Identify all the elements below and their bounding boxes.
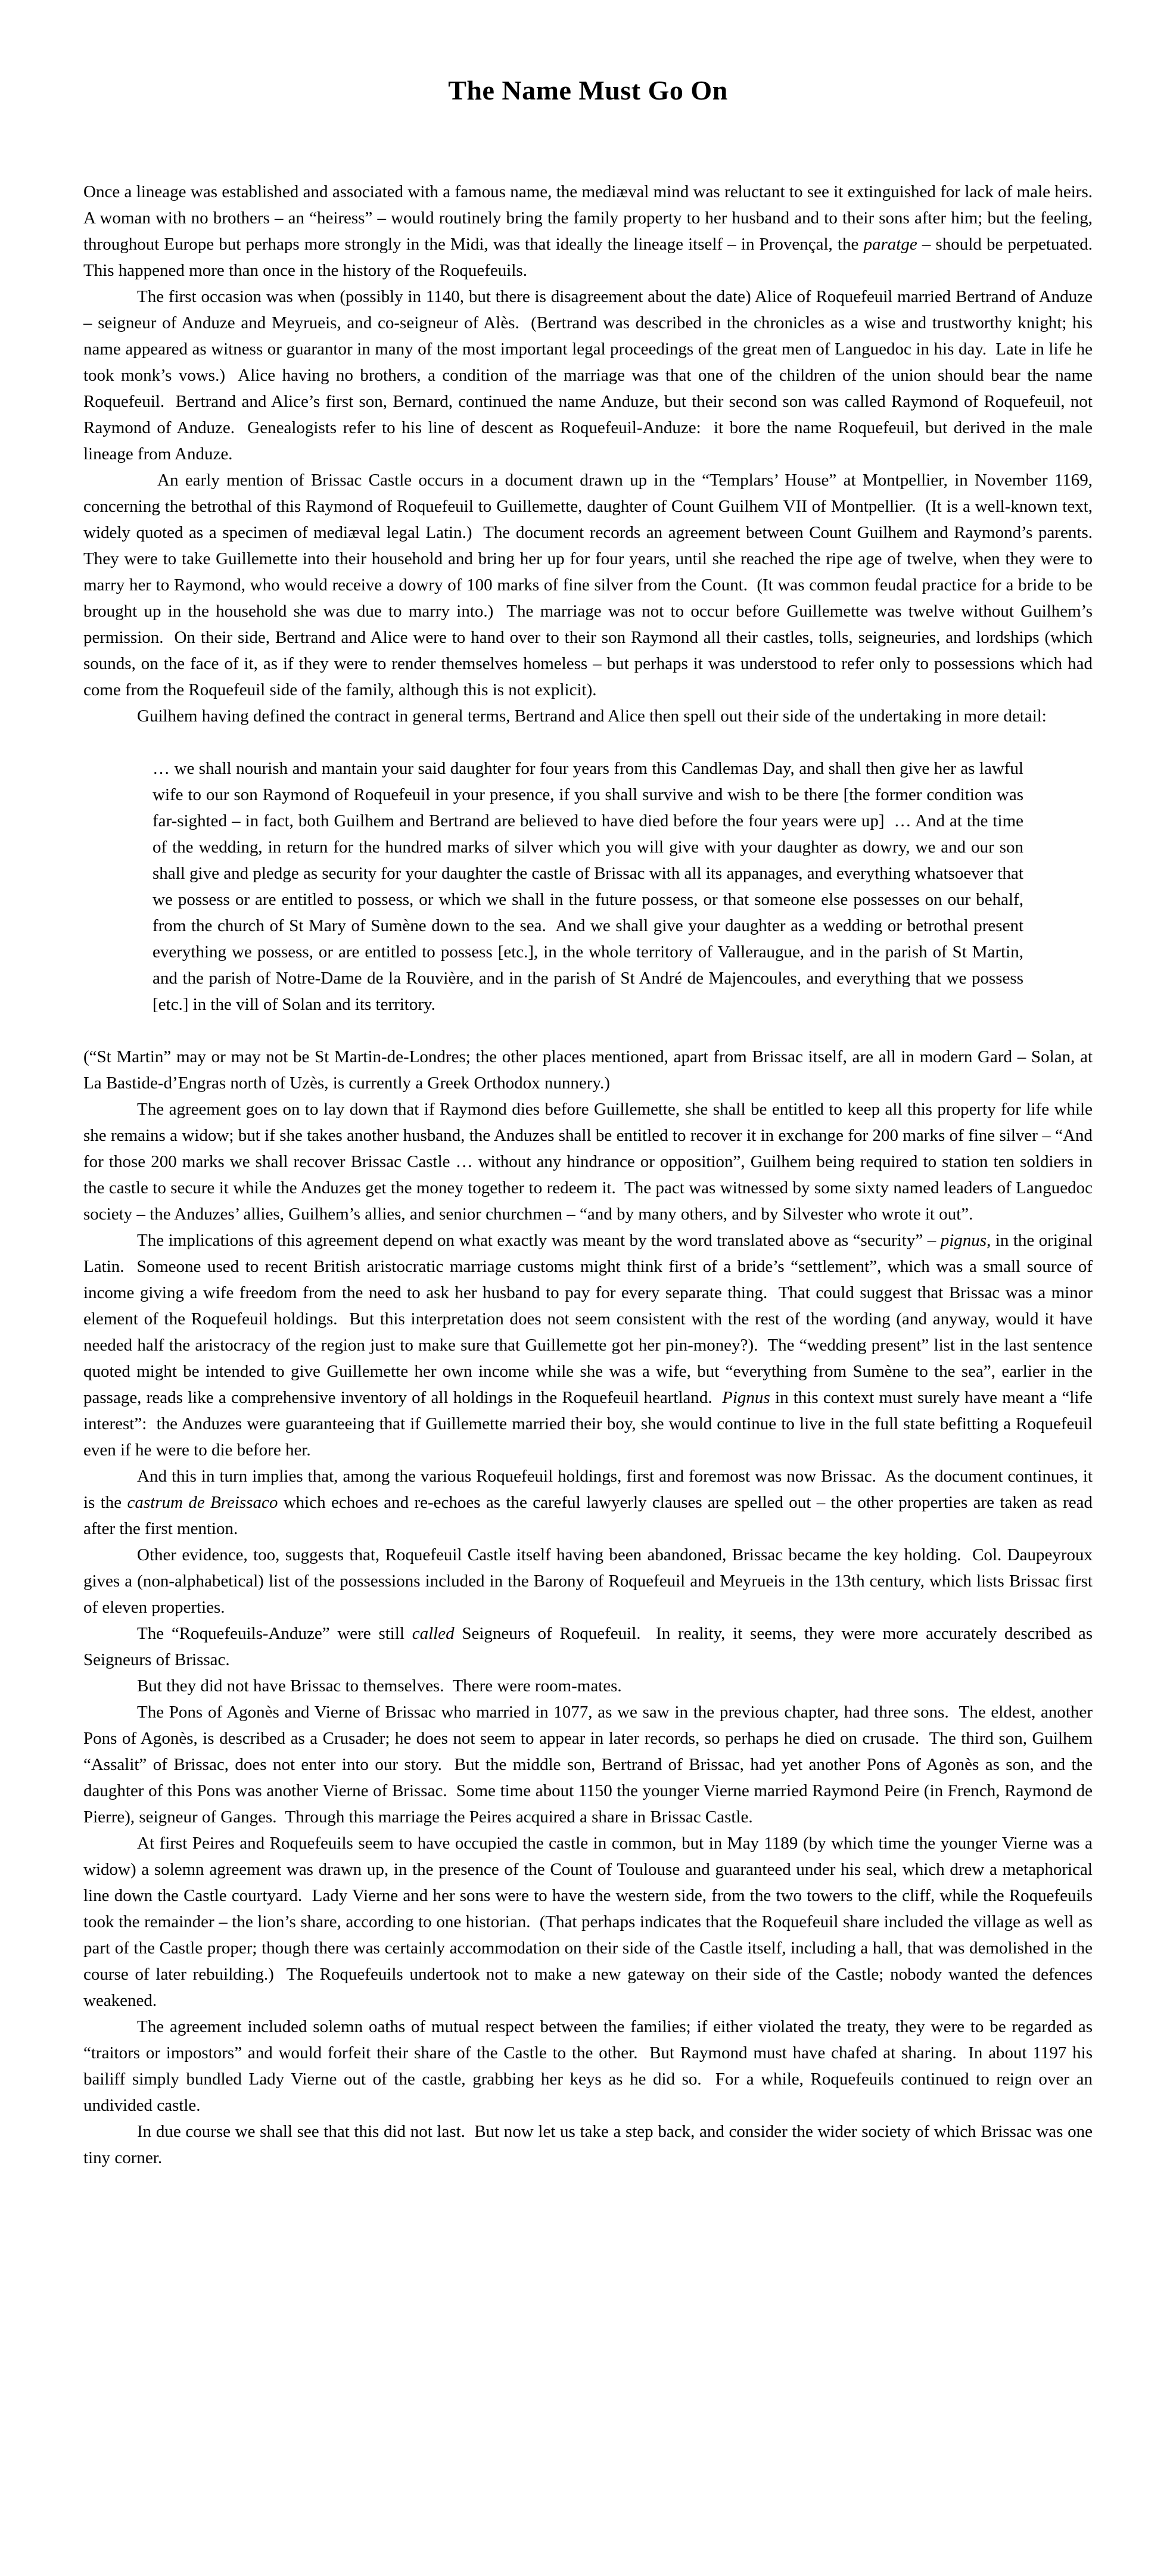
paragraph [83, 1463, 1097, 1542]
text-run: Guilhem having defined the contract in general terms, Bertrand and Alice then spell out their side of the undertaking in more detail: [137, 707, 1047, 726]
italic-text-run: pignus [940, 1231, 987, 1250]
text-run: … we shall nourish and mantain your said daughter for four years from this Candlemas Day, and shall then give her as lawful wife to our son Raymond of Roquefeuil in your presence, if you shall survive and wish to be there [the former condition was far-sighted – in fact, both Guilhem and Bertrand are believed to have died before the four years were up] … And at the time of the wedding, in return for the hundred marks of silver which you will give with your daughter as dowry, we and our son shall give and pledge as security for your daughter the castle of Brissac with all its appanages, and everything whatsoever that we possess or are entitled to possess, or which we shall in the future possess, or that someone else possesses on our behalf, from the church of St Mary of Sumène down to the sea. And we shall give your daughter as a wedding or betrothal present everything we possess, or are entitled to possess [etc.], in the whole territory of Valleraugue, and in the parish of St Martin, and the parish of Notre-Dame de la Rouvière, and in the parish of St André de Majencoules, and everything that we possess [etc.] in the vill of Solan and its territory. [153, 759, 1028, 1014]
paragraph [83, 1673, 1093, 1699]
text-run: Once a lineage was established and associated with a famous name, the mediæval mind was reluctant to see it extinguished for lack of male heirs. A woman with no brothers – an “heiress” – would routinely bring the family property to her husband and to their sons after him; but the feeling, throughout Europe but perhaps more strongly in the Midi, was that ideally the lineage itself – in Provençal, the [83, 182, 1101, 254]
italic-text-run: paratge [863, 235, 917, 254]
page-title: The Name Must Go On [448, 75, 728, 105]
text-run: Seigneurs of Roquefeuil. In reality, it seems, they were more accurately described as Seigneurs of Brissac. [83, 1624, 1097, 1669]
paragraph [83, 1227, 1097, 1463]
text-run: And this in turn implies that, among the various Roquefeuil holdings, first and foremost was now Brissac. As the document continues, it is the [83, 1467, 1097, 1512]
document-body [83, 179, 1101, 2171]
paragraph [83, 703, 1093, 729]
text-run: The agreement included solemn oaths of mutual respect between the families; if either violated the treaty, they were to be regarded as “traitors or impostors” and would forfeit their share of the Castle to the other. But Raymond must have chafed at sharing. In about 1197 his bailiff simply bundled Lady Vierne out of the castle, grabbing her keys as he did so. For a while, Roquefeuils continued to reign over an undivided castle. [83, 2017, 1097, 2115]
text-run: The “Roquefeuils-Anduze” were still [137, 1624, 412, 1643]
paragraph [83, 1542, 1097, 1620]
paragraph [83, 1830, 1097, 2014]
text-run: , in the original Latin. Someone used to recent British aristocratic marriage customs might think first of a bride’s “settlement”, which was a small source of income giving a wife freedom from the need to ask her husband to pay for every separate thing. That could suggest that Brissac was a minor element of the Roquefeuil holdings. But this interpretation does not seem consistent with the rest of the wording (and anyway, would it have needed half the aristocracy of the region just to make sure that Guillemette got her pin-money?). The “wedding present” list in the last sentence quoted might be intended to give Guillemette her own income while she was a wife, but “everything from Sumène to the sea”, earlier in the passage, reads like a comprehensive inventory of all holdings in the Roquefeuil heartland. [83, 1231, 1097, 1407]
italic-text-run: called [412, 1624, 455, 1643]
paragraph [83, 1699, 1097, 1830]
text-run: The agreement goes on to lay down that if Raymond dies before Guillemette, she shall be entitled to keep all this property for life while she remains a widow; but if she takes another husband, the Anduzes shall be entitled to recover it in exchange for 200 marks of fine silver – “And for those 200 marks we shall recover Brissac Castle … without any hindrance or opposition”, Guilhem being required to station ten soldiers in the castle to secure it while the Anduzes get the money together to redeem it. The pact was witnessed by some sixty named leaders of Languedoc society – the Anduzes’ allies, Guilhem’s allies, and senior churchmen – “and by many others, and by Silvester who wrote it out”. [83, 1100, 1097, 1224]
text-run: in this context must surely have meant a “life interest”: the Anduzes were guaranteeing that if Guillemette married their boy, she would continue to live in the full state befitting a Roquefeuil even if he were to die before her. [83, 1388, 1097, 1460]
text-run: which echoes and re-echoes as the careful lawyerly clauses are spelled out – the other properties are taken as read after the first mention. [83, 1493, 1097, 1538]
text-run: An early mention of Brissac Castle occurs in a document drawn up in the “Templars’ House” at Montpellier, in November 1169, concerning the betrothal of this Raymond of Roquefeuil to Guillemette, daughter of Count Guilhem VII of Montpellier. (It is a well-known text, widely quoted as a specimen of mediæval legal Latin.) The document records an agreement between Count Guilhem and Raymond’s parents. They were to take Guillemette into their household and bring her up for four years, until she reached the ripe age of twelve, when they were to marry her to Raymond, who would receive a dowry of 100 marks of fine silver from the Count. (It was common feudal practice for a bride to be brought up in the household she was due to marry into.) The marriage was not to occur before Guillemette was twelve without Guilhem’s permission. On their side, Bertrand and Alice were to hand over to their son Raymond all their castles, tolls, seigneuries, and lordships (which sounds, on the face of it, as if they were to render themselves homeless – but perhaps it was understood to refer only to possessions which had come from the Roquefeuil side of the family, although this is not explicit). [83, 471, 1101, 699]
italic-text-run: castrum de Breissaco [127, 1493, 278, 1512]
text-run: But they did not have Brissac to themselves. There were room-mates. [137, 1676, 622, 1695]
text-run: The Pons of Agonès and Vierne of Brissac who married in 1077, as we saw in the previous chapter, had three sons. The eldest, another Pons of Agonès, is described as a Crusader; he does not seem to appear in later records, so perhaps he died on crusade. The third son, Guilhem “Assalit” of Brissac, does not enter into our story. But the middle son, Bertrand of Brissac, had yet another Pons of Agonès as son, and the daughter of this Pons was another Vierne of Brissac. Some time about 1150 the younger Vierne married Raymond Peire (in French, Raymond de Pierre), seigneur of Ganges. Through this marriage the Peires acquired a share in Brissac Castle. [83, 1703, 1097, 1827]
paragraph [83, 1096, 1097, 1227]
text-run: Other evidence, too, suggests that, Roquefeuil Castle itself having been abandoned, Brissac became the key holding. Col. Daupeyroux gives a (non-alphabetical) list of the possessions included in the Barony of Roquefeuil and Meyrueis in the 13th century, which lists Brissac first of eleven properties. [83, 1545, 1097, 1617]
paragraph [83, 2014, 1097, 2118]
text-run: (“St Martin” may or may not be St Martin-de-Londres; the other places mentioned, apart from Brissac itself, are all in modern Gard – Solan, at La Bastide-d’Engras north of Uzès, is currently a Greek Orthodox nunnery.) [83, 1047, 1097, 1093]
italic-text-run: Pignus [722, 1388, 770, 1407]
text-run: At first Peires and Roquefeuils seem to have occupied the castle in common, but in May 1189 (by which time the younger Vierne was a widow) a solemn agreement was drawn up, in the presence of the Count of Toulouse and guaranteed under his seal, which drew a metaphorical line down the Castle courtyard. Lady Vierne and her sons were to have the western side, from the two towers to the cliff, while the Roquefeuils took the remainder – the lion’s share, according to one historian. (That perhaps indicates that the Roquefeuil share included the village as well as part of the Castle proper; though there was certainly accommodation on their side of the Castle itself, including a hall, that was demolished in the course of later rebuilding.) The Roquefeuils undertook not to make a new gateway on their side of the Castle; nobody wanted the defences weakened. [83, 1834, 1097, 2010]
text-run: The implications of this agreement depend on what exactly was meant by the word translated above as “security” – [137, 1231, 941, 1250]
text-run: In due course we shall see that this did not last. But now let us take a step back, and consider the wider society of which Brissac was one tiny corner. [83, 2122, 1097, 2167]
text-run: The first occasion was when (possibly in 1140, but there is disagreement about the date) Alice of Roquefeuil married Bertrand of Anduze – seigneur of Anduze and Meyrueis, and co-seigneur of Alès. (Bertrand was described in the chronicles as a wise and trustworthy knight; his name appeared as witness or guarantor in many of the most important legal proceedings of the great men of Languedoc in his day. Late in life he took monk’s vows.) Alice having no brothers, a condition of the marriage was that one of the children of the union should bear the name Roquefeuil. Bertrand and Alice’s first son, Bernard, continued the name Anduze, but their second son was called Raymond of Roquefeuil, not Raymond of Anduze. Genealogists refer to his line of descent as Roquefeuil-Anduze: it bore the name Roquefeuil, but derived in the male lineage from Anduze. [83, 287, 1097, 463]
text-run: – should be perpetuated. This happened more than once in the history of the Roquefeuils. [83, 235, 1101, 280]
paragraph [83, 467, 1101, 703]
paragraph [83, 1620, 1097, 1673]
blockquote [153, 755, 1028, 1018]
paragraph [83, 284, 1097, 467]
paragraph [83, 179, 1101, 284]
paragraph [83, 2118, 1097, 2171]
paragraph [83, 1044, 1097, 1096]
